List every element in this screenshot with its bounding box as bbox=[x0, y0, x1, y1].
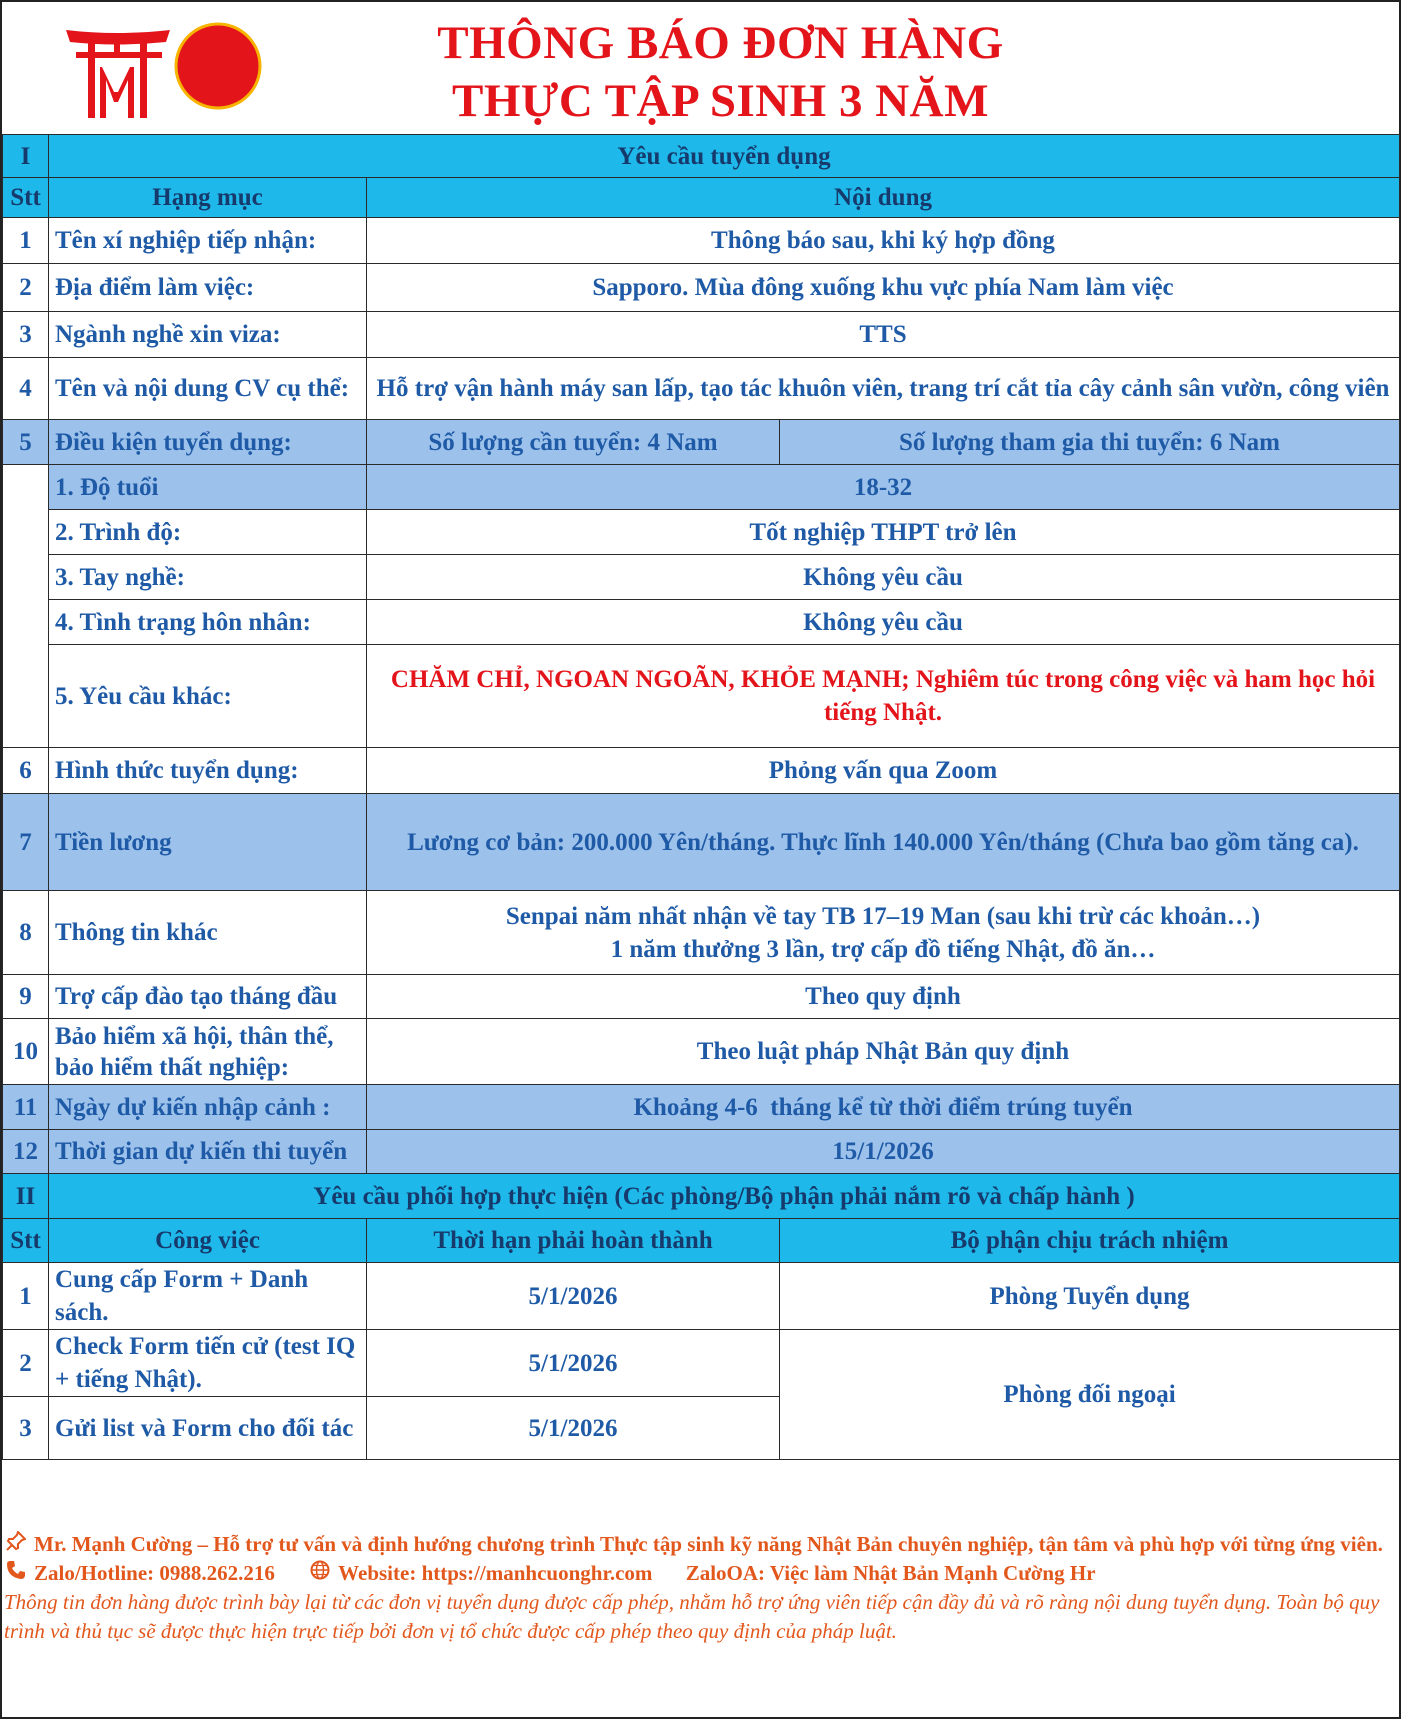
torii-sun-logo bbox=[62, 22, 262, 122]
row-value: Sapporo. Mùa đông xuống khu vực phía Nam làm việc bbox=[367, 264, 1400, 312]
condition-value-other: CHĂM CHỈ, NGOAN NGOÃN, KHỎE MẠNH; Nghiêm túc trong công việc và ham học hỏi tiếng Nhật. bbox=[367, 645, 1400, 748]
table-row bbox=[3, 218, 1400, 264]
row-label: Bảo hiểm xã hội, thân thể, bảo hiểm thất nghiệp: bbox=[49, 1019, 367, 1085]
title-line-1: THÔNG BÁO ĐƠN HÀNG bbox=[437, 17, 1004, 69]
table-row bbox=[3, 358, 1400, 420]
footer-contacts bbox=[4, 1559, 1397, 1588]
condition-value: Không yêu cầu bbox=[367, 600, 1400, 645]
row-stt: 12 bbox=[3, 1130, 49, 1174]
row-stt: 8 bbox=[3, 891, 49, 975]
row-label: Tên và nội dung CV cụ thể: bbox=[49, 358, 367, 420]
section2-roman: II bbox=[3, 1174, 49, 1219]
row-label: Địa điểm làm việc: bbox=[49, 264, 367, 312]
website-link[interactable]: Website: https://manhcuonghr.com bbox=[338, 1561, 653, 1585]
salary-value: Lương cơ bản: 200.000 Yên/tháng. Thực lĩnh 140.000 Yên/tháng (Chưa bao gồm tăng ca). bbox=[367, 794, 1400, 891]
col-task: Công việc bbox=[49, 1219, 367, 1263]
table-row bbox=[3, 312, 1400, 358]
task-deadline: 5/1/2026 bbox=[367, 1397, 780, 1460]
condition-row bbox=[3, 465, 1400, 510]
row-value: Khoảng 4-6 tháng kể từ thời điểm trúng tuyển bbox=[367, 1085, 1400, 1130]
col-dept: Bộ phận chịu trách nhiệm bbox=[780, 1219, 1400, 1263]
section2-header bbox=[3, 1174, 1400, 1219]
row-label: Hình thức tuyển dụng: bbox=[49, 748, 367, 794]
row-value: Thông báo sau, khi ký hợp đồng bbox=[367, 218, 1400, 264]
footer-intro bbox=[4, 1530, 1397, 1559]
header bbox=[2, 2, 1399, 134]
phone-icon bbox=[4, 1559, 28, 1588]
task-row bbox=[3, 1330, 1400, 1397]
condition-value: Không yêu cầu bbox=[367, 555, 1400, 600]
row-stt: 10 bbox=[3, 1019, 49, 1085]
footer-disclaimer: Thông tin đơn hàng được trình bày lại từ các đơn vị tuyển dụng được cấp phép, nhằm hỗ trợ ứng viên tiếp cận đầy đủ và rõ ràng nội dung tuyển dụng. Toàn bộ quy trình và thủ tục sẽ được thực hiện trực tiếp bởi đơn vị tổ chức được cấp phép theo quy định của pháp luật. bbox=[4, 1590, 1380, 1643]
task-stt: 3 bbox=[3, 1397, 49, 1460]
globe-icon bbox=[308, 1559, 332, 1588]
col-deadline: Thời hạn phải hoàn thành bbox=[367, 1219, 780, 1263]
table-row bbox=[3, 1130, 1400, 1174]
row-stt: 3 bbox=[3, 312, 49, 358]
condition-row bbox=[3, 510, 1400, 555]
task-deadline: 5/1/2026 bbox=[367, 1330, 780, 1397]
other-info-line-1: Senpai năm nhất nhận về tay TB 17–19 Man (sau khi trừ các khoản…) bbox=[505, 902, 1261, 930]
condition-value: Tốt nghiệp THPT trở lên bbox=[367, 510, 1400, 555]
task-stt: 2 bbox=[3, 1330, 49, 1397]
zalo-oa[interactable]: ZaloOA: Việc làm Nhật Bản Mạnh Cường Hr bbox=[685, 1561, 1096, 1585]
other-info-line-2: 1 năm thưởng 3 lần, trợ cấp đồ tiếng Nhật, đồ ăn… bbox=[610, 935, 1156, 963]
row-stt: 2 bbox=[3, 264, 49, 312]
page-title bbox=[302, 14, 1139, 130]
footer-intro-text: Mr. Mạnh Cường – Hỗ trợ tư vấn và định hướng chương trình Thực tập sinh kỹ năng Nhật Bản chuyên nghiệp, tận tâm và phù hợp với từng ứng viên. bbox=[34, 1532, 1383, 1556]
quota-needed: Số lượng cần tuyển: 4 Nam bbox=[367, 420, 780, 465]
table-row bbox=[3, 420, 1400, 465]
row-value: 15/1/2026 bbox=[367, 1130, 1400, 1174]
task-deadline: 5/1/2026 bbox=[367, 1263, 780, 1330]
col-content: Nội dung bbox=[367, 178, 1400, 218]
table-row bbox=[3, 264, 1400, 312]
table-row bbox=[3, 748, 1400, 794]
row-stt: 1 bbox=[3, 218, 49, 264]
task-stt: 1 bbox=[3, 1263, 49, 1330]
row-label: Điều kiện tuyển dụng: bbox=[49, 420, 367, 465]
row-value: Theo luật pháp Nhật Bản quy định bbox=[367, 1019, 1400, 1085]
condition-label: 3. Tay nghề: bbox=[49, 555, 367, 600]
quota-candidates: Số lượng tham gia thi tuyển: 6 Nam bbox=[780, 420, 1400, 465]
col-stt: Stt bbox=[3, 1219, 49, 1263]
task-name: Check Form tiến cử (test IQ + tiếng Nhật). bbox=[49, 1330, 367, 1397]
row-value: Hỗ trợ vận hành máy san lấp, tạo tác khuôn viên, trang trí cắt tỉa cây cảnh sân vườn, công viên bbox=[367, 358, 1400, 420]
row-label: Thông tin khác bbox=[49, 891, 367, 975]
row-stt: 7 bbox=[3, 794, 49, 891]
row-label: Tiền lương bbox=[49, 794, 367, 891]
condition-label: 1. Độ tuổi bbox=[49, 465, 367, 510]
row-value: TTS bbox=[367, 312, 1400, 358]
row-label: Thời gian dự kiến thi tuyển bbox=[49, 1130, 367, 1174]
table-row bbox=[3, 1019, 1400, 1085]
order-table bbox=[2, 134, 1400, 1460]
row-stt: 11 bbox=[3, 1085, 49, 1130]
row-label: Ngày dự kiến nhập cảnh : bbox=[49, 1085, 367, 1130]
table-row bbox=[3, 891, 1400, 975]
section1-header bbox=[3, 135, 1400, 178]
hotline[interactable]: Zalo/Hotline: 0988.262.216 bbox=[34, 1561, 275, 1585]
task-name: Cung cấp Form + Danh sách. bbox=[49, 1263, 367, 1330]
condition-label: 4. Tình trạng hôn nhân: bbox=[49, 600, 367, 645]
row-value: Phỏng vấn qua Zoom bbox=[367, 748, 1400, 794]
row-value: Theo quy định bbox=[367, 975, 1400, 1019]
condition-value: 18-32 bbox=[367, 465, 1400, 510]
col-stt: Stt bbox=[3, 178, 49, 218]
row-stt: 9 bbox=[3, 975, 49, 1019]
task-dept: Phòng đối ngoại bbox=[780, 1330, 1400, 1460]
table-row bbox=[3, 1085, 1400, 1130]
condition-label: 2. Trình độ: bbox=[49, 510, 367, 555]
row-stt: 4 bbox=[3, 358, 49, 420]
task-name: Gửi list và Form cho đối tác bbox=[49, 1397, 367, 1460]
pushpin-icon bbox=[4, 1530, 28, 1559]
section1-roman: I bbox=[3, 135, 49, 178]
title-line-2: THỰC TẬP SINH 3 NĂM bbox=[452, 75, 989, 127]
table-row bbox=[3, 794, 1400, 891]
section2-title: Yêu cầu phối hợp thực hiện (Các phòng/Bộ phận phải nắm rõ và chấp hành ) bbox=[49, 1174, 1400, 1219]
section1-title: Yêu cầu tuyển dụng bbox=[49, 135, 1400, 178]
row-label: Ngành nghề xin viza: bbox=[49, 312, 367, 358]
task-dept: Phòng Tuyển dụng bbox=[780, 1263, 1400, 1330]
col-item: Hạng mục bbox=[49, 178, 367, 218]
condition-blank bbox=[3, 465, 49, 748]
row-stt: 6 bbox=[3, 748, 49, 794]
row-label: Tên xí nghiệp tiếp nhận: bbox=[49, 218, 367, 264]
section2-col-headers bbox=[3, 1219, 1400, 1263]
row-stt: 5 bbox=[3, 420, 49, 465]
section1-col-headers bbox=[3, 178, 1400, 218]
task-row bbox=[3, 1263, 1400, 1330]
condition-label: 5. Yêu cầu khác: bbox=[49, 645, 367, 748]
row-value bbox=[367, 891, 1400, 975]
condition-row bbox=[3, 645, 1400, 748]
condition-row bbox=[3, 555, 1400, 600]
table-row bbox=[3, 975, 1400, 1019]
row-label: Trợ cấp đào tạo tháng đầu bbox=[49, 975, 367, 1019]
footer bbox=[4, 1530, 1397, 1646]
condition-row bbox=[3, 600, 1400, 645]
